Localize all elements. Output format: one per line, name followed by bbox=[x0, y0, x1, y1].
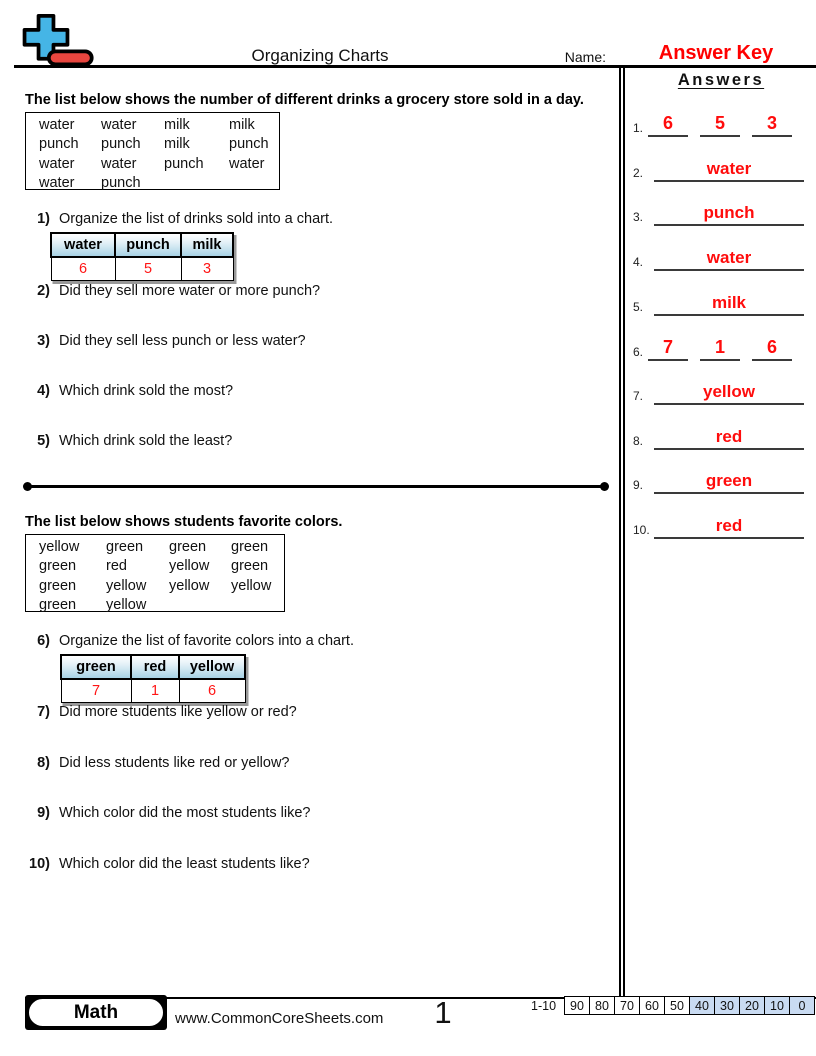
word: yellow bbox=[231, 577, 272, 594]
answers-column-divider bbox=[619, 68, 625, 996]
answer-number: 7. bbox=[633, 389, 644, 403]
answer-blank-line bbox=[752, 135, 792, 137]
subject-label: Math bbox=[28, 998, 164, 1027]
word: water bbox=[39, 174, 75, 191]
question-number: 3) bbox=[37, 333, 50, 349]
chart-header-cell: green bbox=[61, 655, 131, 679]
question-5 bbox=[22, 433, 232, 449]
answer-number: 3. bbox=[633, 210, 644, 224]
word: yellow bbox=[169, 577, 210, 594]
word: water bbox=[39, 117, 75, 133]
question-number: 9) bbox=[37, 805, 50, 821]
answer-value: red bbox=[715, 427, 743, 446]
answer-value: green bbox=[705, 471, 753, 490]
word: green bbox=[231, 558, 269, 575]
drinks-chart-table bbox=[50, 232, 234, 281]
question-text: Organize the list of favorite colors into a chart. bbox=[59, 633, 354, 649]
word: green bbox=[39, 596, 77, 613]
word: green bbox=[39, 558, 77, 575]
page-number: 1 bbox=[434, 995, 452, 1030]
answer-value: red bbox=[715, 516, 743, 535]
word: punch bbox=[39, 136, 79, 153]
chart-header-cell: water bbox=[51, 233, 115, 257]
question-8 bbox=[22, 755, 290, 771]
answer-value: water bbox=[706, 248, 752, 267]
answer-blank-line bbox=[654, 403, 804, 405]
score-cell: 20 bbox=[740, 997, 765, 1015]
score-range-label: 1-10 bbox=[531, 999, 557, 1013]
word: water bbox=[101, 117, 137, 133]
answer-number: 4. bbox=[633, 255, 644, 269]
answers-heading: Answers bbox=[677, 71, 765, 89]
name-label: Name: bbox=[564, 49, 606, 65]
score-cell: 60 bbox=[640, 997, 665, 1015]
question-number: 7) bbox=[37, 704, 50, 720]
question-number: 8) bbox=[37, 755, 50, 771]
question-4 bbox=[22, 383, 233, 399]
answer-number: 9. bbox=[633, 478, 644, 492]
answer-value: punch bbox=[703, 203, 755, 222]
section2-intro: The list below shows students favorite colors. bbox=[25, 514, 343, 530]
question-1 bbox=[22, 211, 333, 227]
page-title: Organizing Charts bbox=[251, 46, 389, 65]
question-number: 1) bbox=[37, 211, 50, 227]
word: yellow bbox=[106, 596, 147, 613]
answer-blank-line bbox=[648, 359, 688, 361]
question-text: Did more students like yellow or red? bbox=[59, 704, 297, 720]
chart-header-cell: yellow bbox=[179, 655, 245, 679]
answer-number: 6. bbox=[633, 345, 644, 359]
question-number: 4) bbox=[37, 383, 50, 399]
answer-blank-line bbox=[648, 135, 688, 137]
word: water bbox=[229, 155, 265, 172]
section2-word-list bbox=[25, 534, 285, 612]
question-text: Which drink sold the least? bbox=[59, 433, 233, 449]
word: milk bbox=[164, 117, 190, 133]
question-text: Which color did the most students like? bbox=[59, 805, 311, 821]
chart-value-cell: 5 bbox=[115, 257, 181, 280]
score-table bbox=[564, 996, 815, 1015]
score-cell: 80 bbox=[590, 997, 615, 1015]
answer-value: water bbox=[706, 159, 752, 178]
answer-blank-line bbox=[700, 359, 740, 361]
question-text: Which color did the least students like? bbox=[59, 856, 310, 872]
answer-item-8 bbox=[628, 412, 814, 450]
divider-dot bbox=[23, 482, 32, 491]
word: red bbox=[106, 558, 127, 575]
website-text: www.CommonCoreSheets.com bbox=[175, 1010, 384, 1027]
answer-blank-line bbox=[654, 224, 804, 226]
answer-item-9 bbox=[628, 456, 814, 494]
answer-item-7 bbox=[628, 367, 814, 405]
colors-chart-table bbox=[60, 654, 246, 703]
answer-number: 8. bbox=[633, 434, 644, 448]
word: water bbox=[39, 155, 75, 172]
word: green bbox=[231, 539, 269, 555]
question-text: Did they sell less punch or less water? bbox=[59, 333, 306, 349]
word: yellow bbox=[106, 577, 147, 594]
divider-dot bbox=[600, 482, 609, 491]
question-2 bbox=[22, 283, 320, 299]
question-number: 2) bbox=[37, 283, 50, 299]
word: milk bbox=[164, 136, 190, 153]
answer-blank-line bbox=[654, 269, 804, 271]
section-divider bbox=[25, 485, 607, 488]
word: green bbox=[169, 539, 207, 555]
score-cell: 70 bbox=[615, 997, 640, 1015]
score-cell: 30 bbox=[715, 997, 740, 1015]
question-number: 5) bbox=[37, 433, 50, 449]
section1-intro: The list below shows the number of different drinks a grocery store sold in a day. bbox=[25, 92, 584, 108]
word: punch bbox=[101, 136, 141, 153]
answer-blank-line bbox=[654, 180, 804, 182]
answer-blank-line bbox=[654, 448, 804, 450]
answer-item-6 bbox=[628, 323, 814, 361]
question-10 bbox=[22, 856, 310, 872]
answer-blank-line bbox=[654, 492, 804, 494]
question-6 bbox=[22, 633, 354, 649]
chart-value-cell: 1 bbox=[131, 679, 179, 702]
word: water bbox=[101, 155, 137, 172]
question-text: Did they sell more water or more punch? bbox=[59, 283, 321, 299]
section1-word-list bbox=[25, 112, 280, 190]
word: milk bbox=[229, 117, 255, 133]
question-number: 10) bbox=[29, 856, 50, 872]
answer-value: 7 bbox=[662, 337, 673, 357]
question-7 bbox=[22, 704, 297, 720]
score-cell: 40 bbox=[690, 997, 715, 1015]
chart-value-cell: 6 bbox=[179, 679, 245, 702]
chart-header-cell: punch bbox=[115, 233, 181, 257]
answer-number: 1. bbox=[633, 121, 644, 135]
answer-key-text: Answer Key bbox=[658, 42, 774, 64]
word: green bbox=[39, 577, 77, 594]
answer-item-3 bbox=[628, 188, 814, 226]
question-text: Organize the list of drinks sold into a chart. bbox=[59, 211, 334, 227]
chart-value-cell: 7 bbox=[61, 679, 131, 702]
question-text: Did less students like red or yellow? bbox=[59, 755, 290, 771]
question-text: Which drink sold the most? bbox=[59, 383, 234, 399]
word: punch bbox=[101, 174, 141, 191]
score-cell: 90 bbox=[565, 997, 590, 1015]
word: yellow bbox=[169, 558, 210, 575]
answer-value: milk bbox=[711, 293, 747, 312]
answer-item-2 bbox=[628, 144, 814, 182]
answer-blank-line bbox=[654, 314, 804, 316]
word: punch bbox=[164, 155, 204, 172]
answer-number: 2. bbox=[633, 166, 644, 180]
chart-value-cell: 6 bbox=[51, 257, 115, 280]
word: green bbox=[106, 539, 144, 555]
chart-value-cell: 3 bbox=[181, 257, 233, 280]
answer-value: 6 bbox=[662, 113, 673, 133]
answer-number: 10. bbox=[633, 523, 650, 537]
answer-value: 1 bbox=[714, 337, 725, 357]
score-cell: 50 bbox=[665, 997, 690, 1015]
question-9 bbox=[22, 805, 310, 821]
answer-value: yellow bbox=[703, 382, 755, 401]
answer-value: 6 bbox=[766, 337, 777, 357]
answer-item-10 bbox=[628, 501, 814, 539]
answer-blank-line bbox=[700, 135, 740, 137]
answer-value: 5 bbox=[714, 113, 725, 133]
chart-header-cell: red bbox=[131, 655, 179, 679]
answer-item-5 bbox=[628, 278, 814, 316]
header-rule bbox=[14, 65, 816, 68]
answer-value: 3 bbox=[766, 113, 777, 133]
answer-number: 5. bbox=[633, 300, 644, 314]
answer-blank-line bbox=[654, 537, 804, 539]
question-3 bbox=[22, 333, 306, 349]
answer-item-4 bbox=[628, 233, 814, 271]
question-number: 6) bbox=[37, 633, 50, 649]
word: punch bbox=[229, 136, 269, 153]
score-cell: 0 bbox=[790, 997, 815, 1015]
word: yellow bbox=[39, 539, 80, 555]
answer-item-1 bbox=[628, 99, 814, 137]
score-cell: 10 bbox=[765, 997, 790, 1015]
subject-badge bbox=[25, 995, 167, 1030]
chart-header-cell: milk bbox=[181, 233, 233, 257]
answer-blank-line bbox=[752, 359, 792, 361]
